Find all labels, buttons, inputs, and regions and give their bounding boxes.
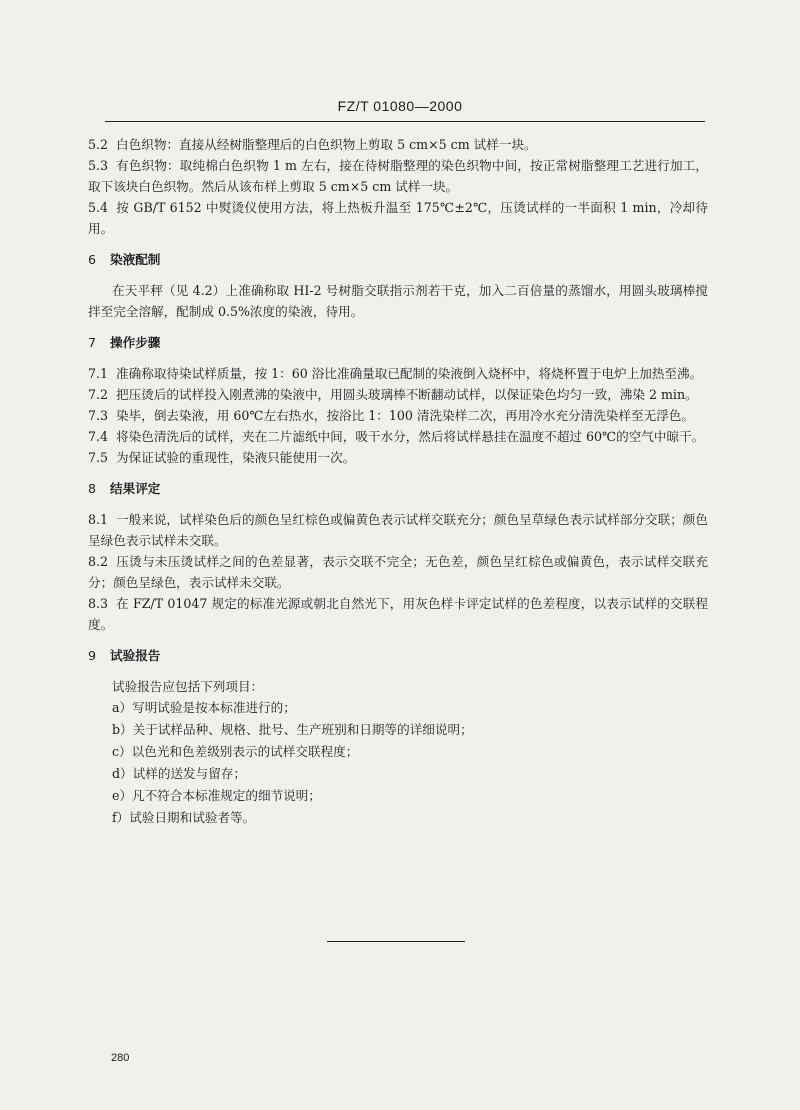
clause-8-2: 8.2 压烫与未压烫试样之间的色差显著，表示交联不完全；无色差，颜色呈红棕色或偏黄色，表示试样交联充分；颜色呈绿色，表示试样未交联。	[88, 554, 708, 590]
section-6-body: 在天平秤（见 4.2）上准确称取 HI-2 号树脂交联指示剂若干克，加入二百倍量的蒸馏水，用圆头玻璃棒搅拌至完全溶解，配制成 0.5%浓度的染液，待用。	[88, 283, 708, 319]
page-content	[88, 134, 708, 829]
section-9-heading: 9 试验报告	[88, 648, 161, 663]
clause-7-4: 7.4 将染色清洗后的试样，夹在二片滤纸中间，吸干水分，然后将试样悬挂在温度不超过 60℃的空气中晾干。	[88, 429, 705, 444]
section-8-heading: 8 结果评定	[88, 481, 161, 496]
standard-number-header: FZ/T 01080—2000	[337, 98, 463, 114]
clause-7-1: 7.1 准确称取待染试样质量，按 1：60 浴比准确量取已配制的染液倒入烧杯中，将烧杯置于电炉上加热至沸。	[88, 366, 703, 381]
clause-5-3: 5.3 有色织物：取纯棉白色织物 1 m 左右，接在待树脂整理的染色织物中间，按正常树脂整理工艺进行加工，取下该块白色织物。然后从该布样上剪取 5 cm×5 cm 试样一块。	[88, 158, 708, 194]
clause-8-3: 8.3 在 FZ/T 01047 规定的标准光源或朝北自然光下，用灰色样卡评定试样的色差程度，以表示试样的交联程度。	[88, 596, 708, 632]
page-number: 280	[111, 1052, 130, 1064]
clause-5-4: 5.4 按 GB/T 6152 中熨烫仪使用方法，将上热板升温至 175℃±2℃，压烫试样的一半面积 1 min，冷却待用。	[88, 200, 708, 236]
report-item-d: d）试样的送发与留存；	[112, 766, 246, 781]
header-rule	[105, 121, 705, 122]
report-item-f: f）试验日期和试验者等。	[112, 810, 256, 825]
section-7-heading: 7 操作步骤	[88, 335, 161, 350]
clause-7-5: 7.5 为保证试验的重现性，染液只能使用一次。	[88, 450, 356, 465]
section-6-heading: 6 染液配制	[88, 252, 161, 267]
clause-7-2: 7.2 把压烫后的试样投入刚煮沸的染液中，用圆头玻璃棒不断翻动试样，以保证染色均匀一致，沸染 2 min。	[88, 387, 698, 402]
clause-8-1: 8.1 一般来说，试样染色后的颜色呈红棕色或偏黄色表示试样交联充分；颜色呈草绿色表示试样部分交联；颜色呈绿色表示试样未交联。	[88, 512, 708, 548]
report-item-c: c）以色光和色差级别表示的试样交联程度；	[112, 744, 359, 759]
clause-7-3: 7.3 染毕，倒去染液，用 60℃左右热水，按浴比 1：100 清洗染样二次，再用冷水充分清洗染样至无浮色。	[88, 408, 694, 423]
report-item-b: b）关于试样品种、规格、批号、生产班别和日期等的详细说明；	[112, 722, 473, 737]
section-9-intro: 试验报告应包括下列项目：	[112, 679, 264, 694]
report-item-a: a）写明试验是按本标准进行的；	[112, 700, 296, 715]
report-item-e: e）凡不符合本标准规定的细节说明；	[112, 788, 321, 803]
end-of-document-rule	[327, 941, 465, 942]
clause-5-2: 5.2 白色织物：直接从经树脂整理后的白色织物上剪取 5 cm×5 cm 试样一块。	[88, 137, 537, 152]
